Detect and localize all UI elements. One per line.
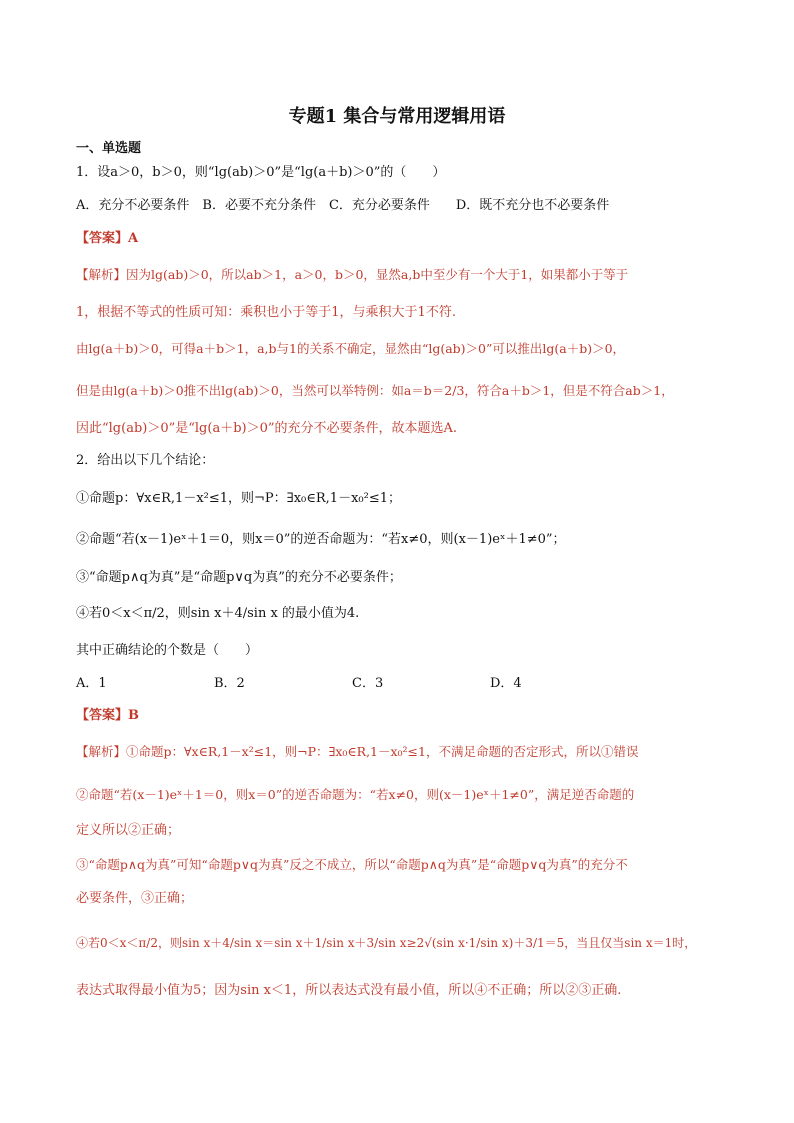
q2-analysis-line: ④若0＜x＜π/2，则sin x＋4/sin x＝sin x＋1/sin x＋3/sin x≥2√(sin x·1/sin x)＋3/1＝5，当且仅当sin x＝1时， (76, 936, 697, 950)
page-title: 专题1 集合与常用逻辑用语 (288, 106, 506, 127)
q1-stem: 1．设a＞0，b＞0，则“lg(ab)＞0”是“lg(a＋b)＞0”的（ ） (76, 165, 446, 180)
q2-analysis-line: 【解析】①命题p：∀x∈R,1－x²≤1，则¬P：∃x₀∈R,1－x₀²≤1，不满足命题的否定形式，所以①错误 (76, 744, 639, 759)
q2-analysis-line: 必要条件，③正确； (76, 891, 194, 906)
q1-analysis-line: 因此“lg(ab)＞0”是“lg(a＋b)＞0”的充分不必要条件，故本题选A. (76, 421, 458, 436)
q2-analysis-line: 定义所以②正确； (76, 823, 181, 838)
section-heading: 一、单选题 (76, 141, 142, 156)
q2-option-c: C．3 (352, 676, 384, 691)
q1-analysis-line: 由lg(a＋b)＞0，可得a＋b＞1，a,b与1的关系不确定，显然由“lg(ab)＞0”可以推出lg(a＋b)＞0， (76, 341, 626, 356)
q2-analysis-line: 表达式取得最小值为5；因为sin x＜1，所以表达式没有最小值，所以④不正确；所以②③正确. (76, 983, 622, 998)
q2-item: ②命题“若(x－1)eˣ＋1＝0，则x＝0”的逆否命题为：“若x≠0，则(x－1)eˣ＋1≠0”； (76, 532, 566, 547)
q2-stem: 2．给出以下几个结论： (76, 453, 215, 468)
q2-option-a: A．1 (76, 676, 107, 691)
q2-analysis-line: ②命题“若(x－1)eˣ＋1＝0，则x＝0”的逆否命题为：“若x≠0，则(x－1)eˣ＋1≠0”，满足逆否命题的 (76, 787, 635, 802)
q2-ask: 其中正确结论的个数是（ ） (76, 643, 259, 658)
q2-item: ①命题p：∀x∈R,1－x²≤1，则¬P：∃x₀∈R,1－x₀²≤1； (76, 491, 401, 506)
q1-analysis-line: 1，根据不等式的性质可知：乘积也小于等于1，与乘积大于1不符. (76, 305, 456, 320)
q2-item: ③“命题p∧q为真”是“命题p∨q为真”的充分不必要条件； (76, 570, 402, 585)
q1-analysis-line: 但是由lg(a＋b)＞0推不出lg(ab)＞0，当然可以举特例：如a＝b＝2/3，符合a＋b＞1，但是不符合ab＞1， (76, 383, 674, 398)
q2-option-b: B．2 (214, 676, 245, 691)
q2-item: ④若0＜x＜π/2，则sin x＋4/sin x 的最小值为4. (76, 606, 360, 621)
q2-answer: 【答案】B (76, 708, 139, 723)
q2-analysis-line: ③“命题p∧q为真”可知“命题p∨q为真”反之不成立，所以“命题p∧q为真”是“命题p∨q为真”的充分不 (76, 857, 628, 872)
q2-option-d: D．4 (490, 676, 522, 691)
q1-analysis-line: 【解析】因为lg(ab)＞0，所以ab＞1，a＞0，b＞0，显然a,b中至少有一个大于1，如果都小于等于 (76, 267, 629, 282)
q1-answer: 【答案】A (76, 231, 139, 246)
q1-options: A．充分不必要条件 B．必要不充分条件 C．充分必要条件 D．既不充分也不必要条件 (76, 198, 610, 213)
